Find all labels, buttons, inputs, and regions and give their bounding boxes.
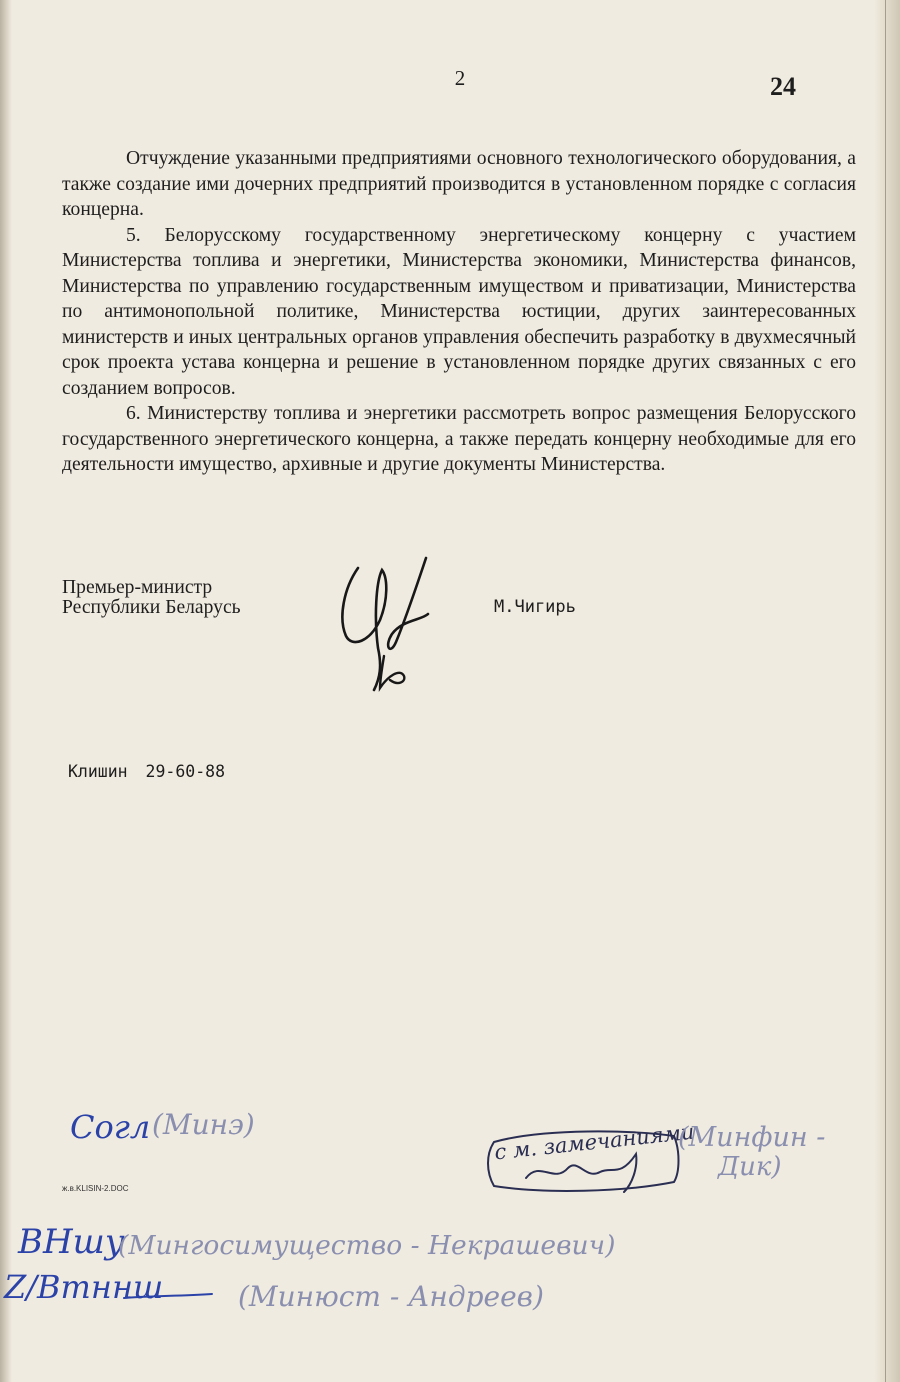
approval-note-4-underline (120, 1290, 220, 1310)
approval-note-1-sign: Согл (70, 1108, 151, 1146)
approval-note-4-sign: Z/Втннш (4, 1268, 164, 1306)
paragraph-item-5: 5. Белорусскому государственному энергетическому концерну с участием Министерства топлива и энергетики, Министерства экономики, Министерства финансов, Министерства по управлению государственным имуществом и приватизации, Министерства по антимонопольной политике, Министерства юстиции, других заинтересованных министерств и иных центральных органов управления обеспечить разработку в двухмесячный срок проекта устава концерна и решение в установленном порядке других связанных с его созданием вопросов. (62, 224, 856, 399)
remarks-stamp-signature (520, 1150, 660, 1200)
archive-sheet-number: 24 (770, 72, 796, 101)
page-fold-line (885, 0, 886, 1382)
remarks-stamp-text: с м. замечаниями (493, 1119, 696, 1165)
approval-note-2-org-line-1: (Минфин - (678, 1122, 826, 1153)
approval-note-1-org: (Минэ) (152, 1108, 255, 1141)
file-reference: ж.в.KLISIN-2.DOC (62, 1184, 129, 1193)
approval-note-2-org-line-2: Дик) (718, 1152, 782, 1182)
document-body (62, 146, 856, 478)
page-right-edge (874, 0, 900, 1382)
prime-minister-signature (330, 548, 450, 708)
signer-title (62, 578, 241, 618)
executor-name: Клишин (68, 762, 128, 781)
executor-line (68, 762, 225, 781)
signer-title-line-1: Премьер-министр (62, 577, 213, 598)
approval-note-4-org: (Минюст - Андреев) (238, 1280, 544, 1313)
signer-name: М.Чигирь (494, 597, 576, 617)
executor-phone: 29-60-88 (145, 762, 226, 781)
approval-note-3-sign: ВНшу (18, 1222, 125, 1262)
signer-title-line-2: Республики Беларусь (62, 597, 241, 618)
paragraph-item-6: 6. Министерству топлива и энергетики рассмотреть вопрос размещения Белорусского государственного энергетического концерна, а также передать концерну необходимые для его деятельности имущество, архивные и другие документы Министерства. (62, 403, 856, 475)
page-binding-edge (0, 0, 12, 1382)
paragraph-alienation: Отчуждение указанными предприятиями основного технологического оборудования, а также создание ими дочерних предприятий производится в установленном порядке с согласия концерна. (62, 148, 856, 220)
page-number: 2 (454, 66, 466, 90)
approval-note-3-org: (Мингосимущество - Некрашевич) (118, 1230, 616, 1261)
